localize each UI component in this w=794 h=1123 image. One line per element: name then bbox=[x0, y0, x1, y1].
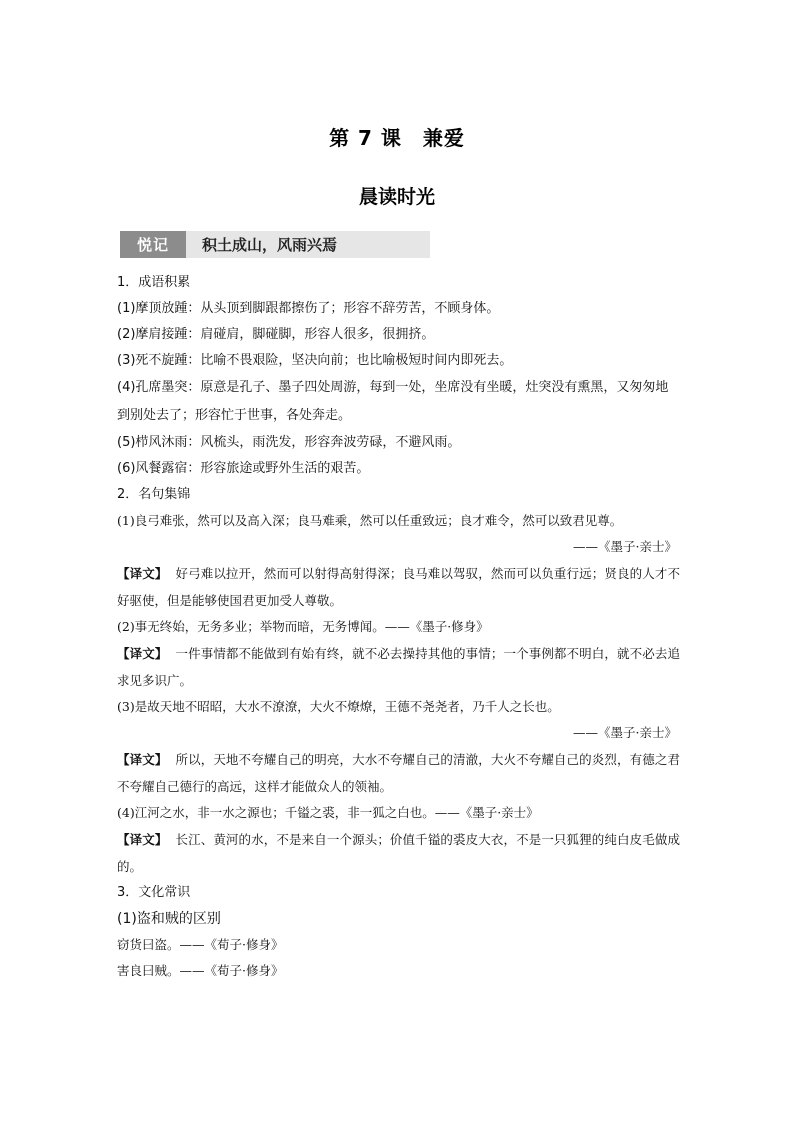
translation-1 bbox=[117, 560, 680, 614]
translation-text: 所以，天地不夸耀自己的明亮，大水不夸耀自己的清澈，大火不夸耀自己的炎烈，有德之君不夸耀自己德行的高远，这样才能做众人的领袖。 bbox=[117, 752, 680, 794]
quote-1-source: ——《墨子·亲士》 bbox=[573, 539, 677, 554]
quote-3-source: ——《墨子·亲士》 bbox=[573, 725, 677, 740]
translation-label: 【译文】 bbox=[117, 832, 168, 847]
culture-heading: 3．文化常识 bbox=[117, 885, 191, 900]
section-title: 晨读时光 bbox=[358, 186, 435, 208]
quotes-heading: 2．名句集锦 bbox=[117, 487, 191, 502]
translation-label: 【译文】 bbox=[117, 646, 168, 661]
culture-line-2: 害良曰贼。——《荀子·修身》 bbox=[117, 963, 284, 978]
quote-3: (3)是故天地不昭昭，大水不潦潦，大火不燎燎，王德不尧尧者，乃千人之长也。 bbox=[117, 699, 560, 714]
idiom-item: (4)孔席墨突：原意是孔子、墨子四处周游，每到一处，坐席没有坐暖，灶突没有熏黑，又匆匆地到别处去了；形容忙于世事，各处奔走。 bbox=[117, 380, 669, 423]
translation-2 bbox=[117, 640, 680, 694]
quote-2: (2)事无终始，无务多业；举物而暗，无务博闻。——《墨子·修身》 bbox=[117, 619, 489, 634]
culture-line-1: 窃货曰盗。——《荀子·修身》 bbox=[117, 937, 284, 952]
idiom-item: (2)摩肩接踵：肩碰肩，脚碰脚，形容人很多，很拥挤。 bbox=[117, 327, 435, 342]
translation-label: 【译文】 bbox=[117, 566, 168, 581]
translation-4 bbox=[117, 826, 680, 880]
idiom-item: (5)栉风沐雨：风梳头，雨洗发，形容奔波劳碌，不避风雨。 bbox=[117, 435, 461, 450]
idiom-item: (6)风餐露宿：形容旅途或野外生活的艰苦。 bbox=[117, 461, 370, 476]
content-body bbox=[117, 270, 680, 984]
translation-text: 长江、黄河的水，不是来自一个源头；价值千镒的裘皮大衣，不是一只狐狸的纯白皮毛做成的。 bbox=[117, 832, 680, 874]
idioms-heading: 1．成语积累 bbox=[117, 275, 191, 290]
quote-1: (1)良弓难张，然可以及高入深；良马难乘，然可以任重致远；良才难令，然可以致君见尊。 bbox=[117, 513, 623, 528]
banner-motto: 积土成山，风雨兴焉 bbox=[202, 236, 338, 254]
idiom-item: (3)死不旋踵：比喻不畏艰险，坚决向前；也比喻极短时间内即死去。 bbox=[117, 353, 513, 368]
idiom-item: (1)摩顶放踵：从头顶到脚跟都擦伤了；形容不辞劳苦，不顾身体。 bbox=[117, 301, 500, 316]
lesson-title: 第 7 课 兼爱 bbox=[329, 126, 465, 150]
banner-tag: 悦记 bbox=[120, 231, 186, 258]
quote-4: (4)江河之水，非一水之源也；千镒之裘，非一狐之白也。——《墨子·亲士》 bbox=[117, 805, 539, 820]
translation-text: 一件事情都不能做到有始有终，就不必去操持其他的事情；一个事例都不明白，就不必去追求见多识广。 bbox=[117, 646, 680, 688]
section-banner bbox=[120, 231, 430, 258]
translation-text: 好弓难以拉开，然而可以射得高射得深；良马难以驾驭，然而可以负重行远；贤良的人才不好驱使，但是能够使国君更加受人尊敬。 bbox=[117, 566, 680, 608]
culture-subheading: (1)盗和贼的区别 bbox=[117, 911, 221, 927]
translation-label: 【译文】 bbox=[117, 752, 168, 767]
translation-3 bbox=[117, 746, 680, 800]
